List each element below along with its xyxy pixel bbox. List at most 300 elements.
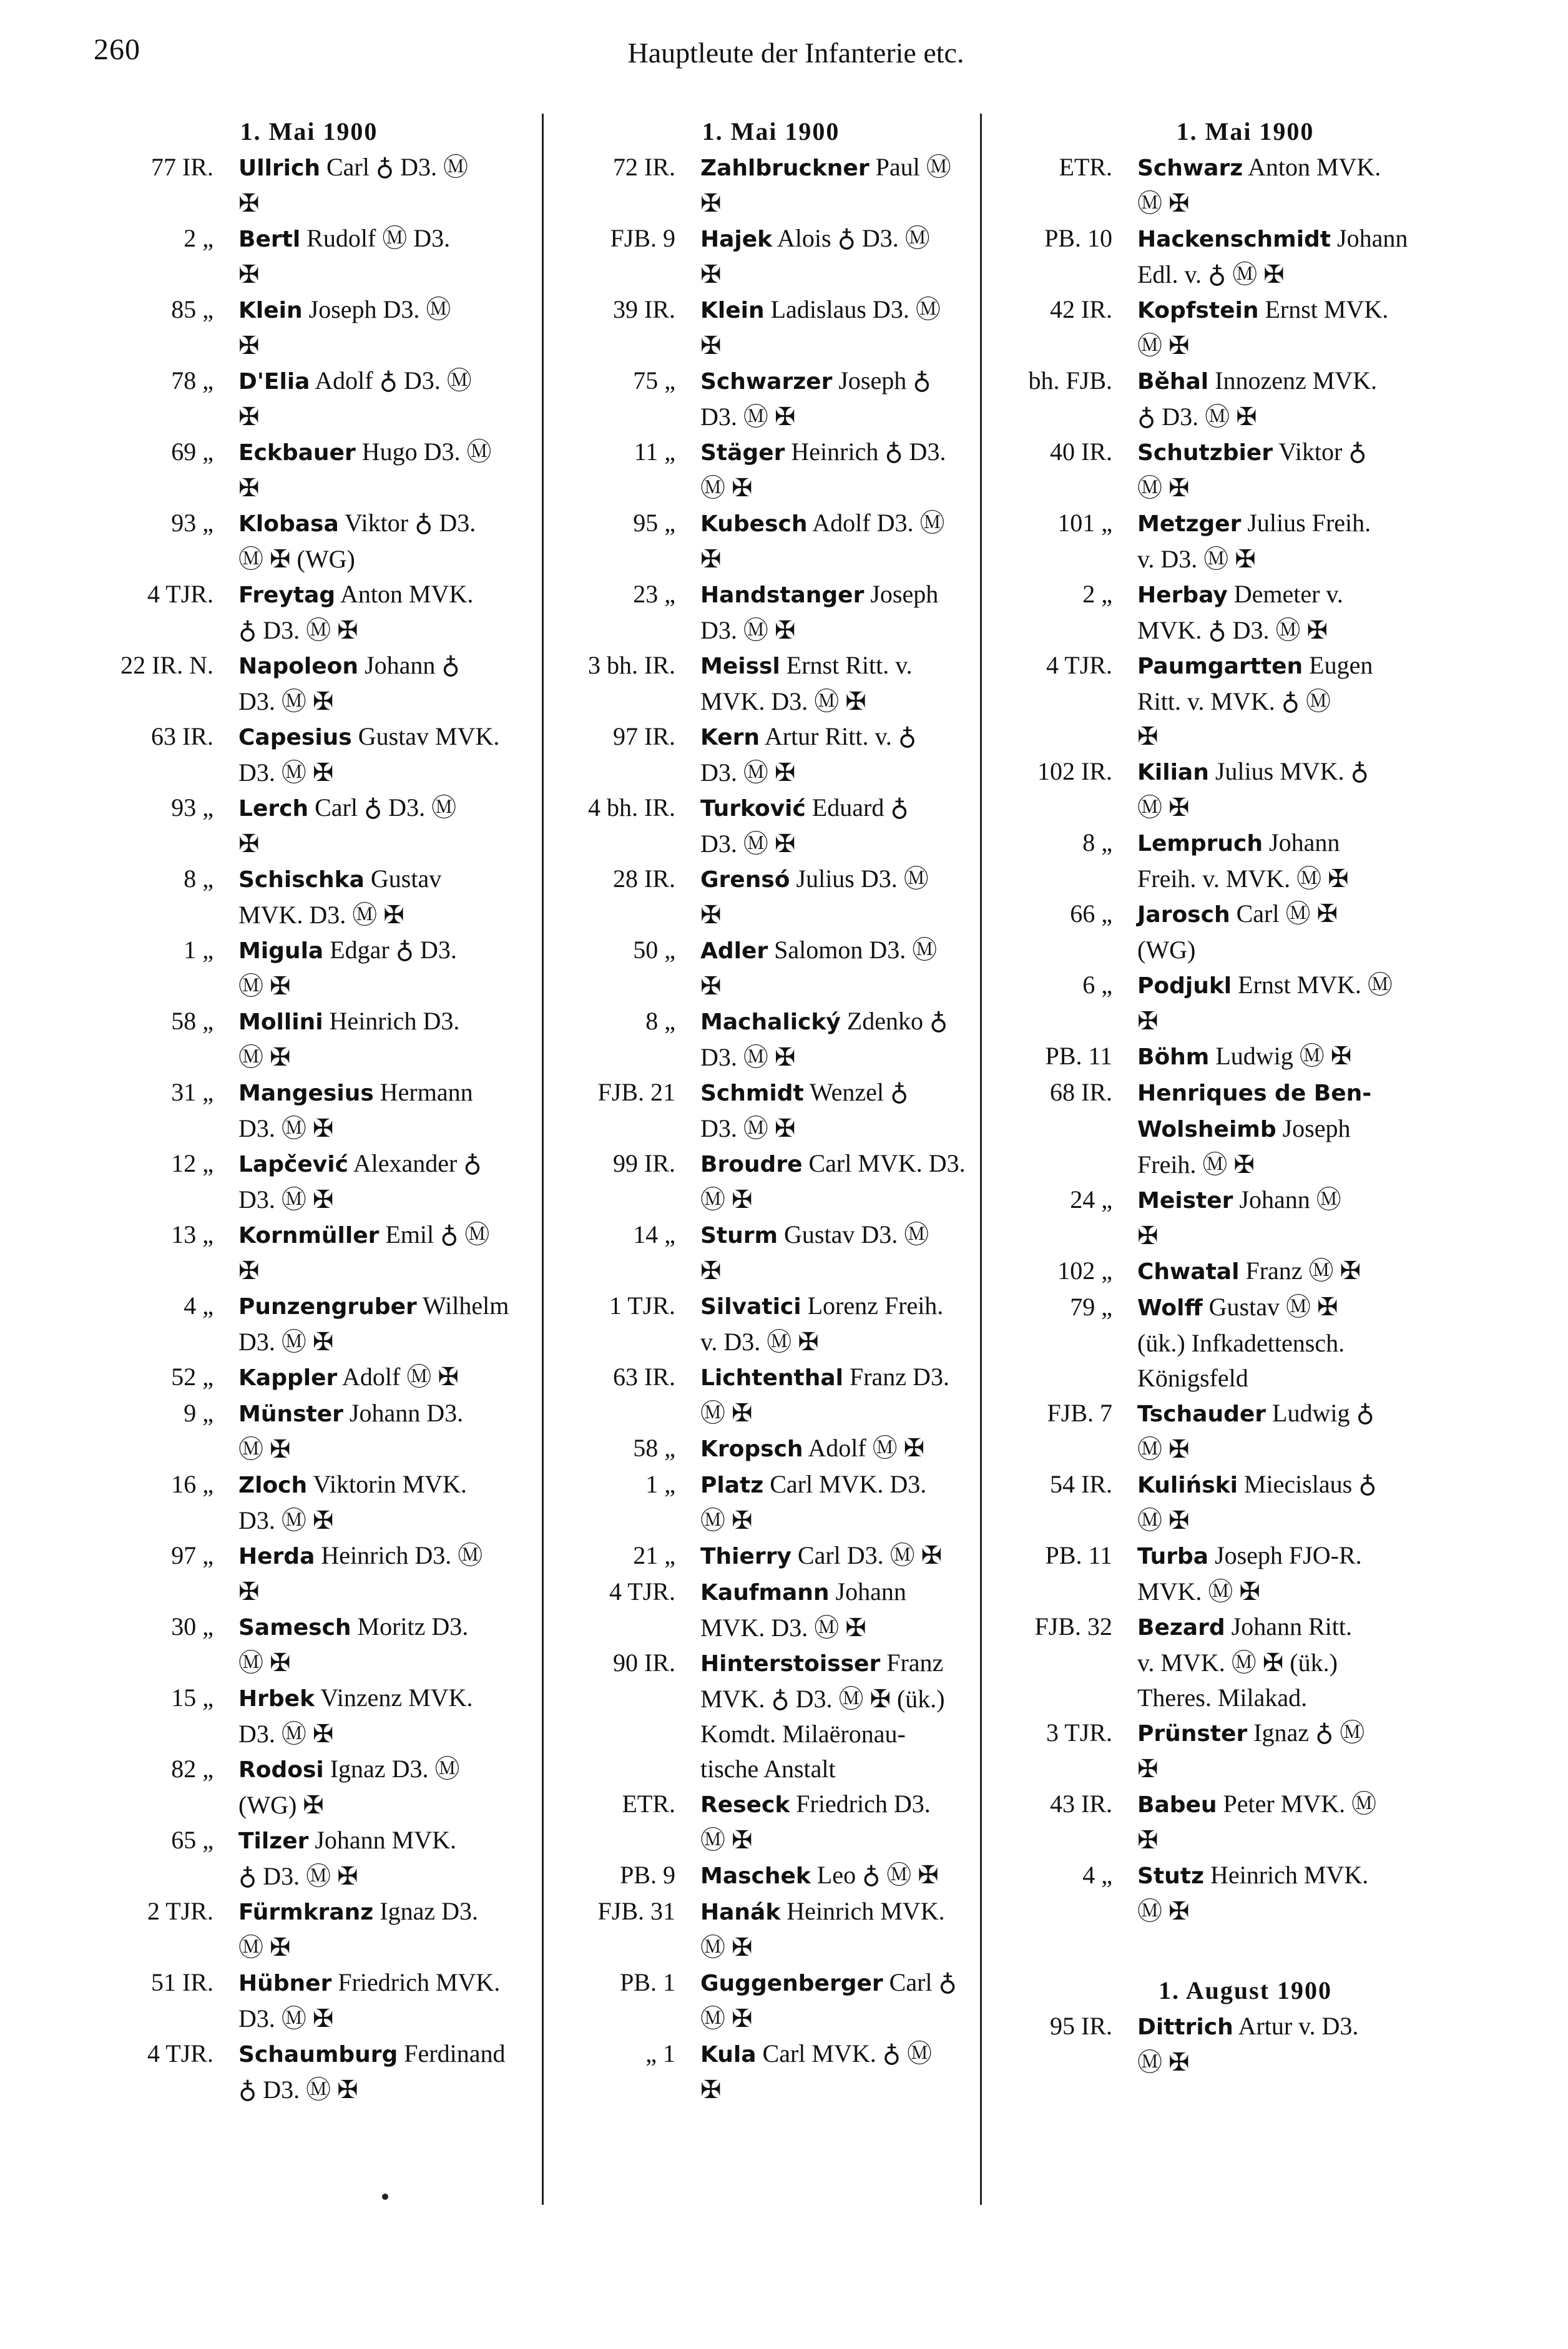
unit-number: FJB. 9 bbox=[610, 224, 675, 252]
ink-dot bbox=[382, 2194, 388, 2200]
entry-text bbox=[238, 1217, 524, 1288]
unit-number: 79 „ bbox=[1070, 1293, 1112, 1321]
officer-entry bbox=[94, 1146, 524, 1217]
entry-details: Gustav MVK. D3. Ⓜ ✠ bbox=[238, 865, 442, 929]
surname: Hinterstoisser bbox=[700, 1651, 881, 1677]
section-heading: 1. Mai 1900 bbox=[702, 117, 840, 145]
surname: Klein bbox=[700, 298, 765, 323]
entry-text bbox=[700, 363, 986, 434]
entry-details: Innozenz MVK. ♁ D3. Ⓜ ✠ bbox=[1137, 366, 1378, 431]
officer-entry bbox=[556, 719, 986, 790]
entry-details: Carl MVK. D3. Ⓜ ✠ bbox=[700, 1470, 927, 1534]
officer-entry bbox=[94, 577, 524, 648]
officer-entry bbox=[556, 933, 986, 1004]
surname: Schutzbier bbox=[1137, 440, 1273, 466]
officer-entry bbox=[556, 1538, 986, 1574]
officer-entry bbox=[992, 292, 1498, 363]
surname: Thierry bbox=[700, 1544, 791, 1569]
surname: Punzengruber bbox=[238, 1294, 417, 1320]
unit-number: 3 bh. IR. bbox=[588, 651, 675, 679]
entry-text bbox=[238, 363, 524, 434]
entry-details: Carl MVK. ♁ Ⓜ ✠ bbox=[700, 2039, 932, 2104]
unit-number: 54 IR. bbox=[1050, 1470, 1112, 1498]
entry-text bbox=[700, 1288, 986, 1360]
entry-text bbox=[700, 1217, 986, 1288]
surname: Dittrich bbox=[1137, 2014, 1233, 2040]
entry-details: Hugo D3. Ⓜ ✠ bbox=[238, 438, 492, 502]
officer-entry bbox=[556, 1574, 986, 1645]
unit-number: 13 „ bbox=[171, 1220, 213, 1248]
entry-details: Joseph FJO-R. MVK. Ⓜ ✠ bbox=[1137, 1541, 1362, 1606]
officer-entry bbox=[556, 1965, 986, 2036]
entry-details: Johann Ritt. v. MVK. Ⓜ ✠ (ük.) Theres. Milakad. bbox=[1137, 1612, 1352, 1712]
page-number: 260 bbox=[94, 33, 140, 66]
entry-text bbox=[700, 1787, 986, 1858]
entry-details: Ferdinand ♁ D3. Ⓜ ✠ bbox=[238, 2039, 506, 2104]
unit-number: 102 IR. bbox=[1037, 757, 1112, 785]
surname: Kornmüller bbox=[238, 1223, 380, 1248]
surname: Kern bbox=[700, 725, 760, 750]
entry-details: Gustav Ⓜ ✠ (ük.) Infkadettensch. Königsfeld bbox=[1137, 1293, 1345, 1392]
entry-details: Rudolf Ⓜ D3. ✠ bbox=[238, 224, 451, 288]
officer-entry bbox=[556, 363, 986, 434]
unit-number: 1 TJR. bbox=[609, 1292, 675, 1320]
officer-entry bbox=[556, 1894, 986, 1965]
unit-number: PB. 1 bbox=[620, 1968, 675, 1996]
officer-entry bbox=[94, 1823, 524, 1894]
surname: Kuliński bbox=[1137, 1473, 1238, 1498]
entry-text bbox=[1137, 648, 1498, 754]
unit-number: 2 „ bbox=[1082, 580, 1112, 608]
entry-text bbox=[1137, 221, 1498, 292]
entry-details: Eduard ♁ D3. Ⓜ ✠ bbox=[700, 793, 909, 858]
entry-details: Peter MVK. Ⓜ ✠ bbox=[1137, 1790, 1377, 1854]
entry-details: Carl D3. Ⓜ ✠ bbox=[791, 1541, 943, 1569]
unit-number: „ 1 bbox=[645, 2039, 675, 2067]
unit-number: 58 „ bbox=[633, 1434, 675, 1462]
unit-number: ETR. bbox=[622, 1790, 675, 1818]
entry-text bbox=[1137, 292, 1498, 363]
unit-number: PB. 9 bbox=[620, 1861, 675, 1889]
officer-entry bbox=[556, 150, 986, 221]
entry-text bbox=[700, 221, 986, 292]
entry-details: Heinrich D3. Ⓜ ✠ bbox=[238, 1007, 460, 1071]
column-middle bbox=[556, 114, 986, 2224]
surname: Schischka bbox=[238, 867, 365, 893]
officer-entry bbox=[992, 754, 1498, 825]
surname: Jarosch bbox=[1137, 902, 1230, 928]
entry-text bbox=[700, 2036, 986, 2107]
entry-details: Carl ♁ D3. Ⓜ ✠ bbox=[238, 793, 457, 858]
entry-details: Johann D3. Ⓜ ✠ bbox=[238, 1399, 464, 1463]
entry-details: Artur v. D3. Ⓜ ✠ bbox=[1137, 2012, 1359, 2076]
entry-details: Eugen Ritt. v. MVK. ♁ Ⓜ ✠ bbox=[1137, 651, 1373, 750]
unit-number: FJB. 21 bbox=[597, 1078, 675, 1106]
entry-text bbox=[1137, 896, 1498, 968]
unit-number: 4 TJR. bbox=[147, 580, 213, 608]
unit-number: FJB. 32 bbox=[1034, 1612, 1112, 1640]
surname: Stäger bbox=[700, 440, 785, 466]
section-heading: 1. Mai 1900 bbox=[240, 117, 378, 145]
unit-number: 11 „ bbox=[634, 438, 675, 466]
unit-number: 65 „ bbox=[171, 1826, 213, 1854]
unit-number: 68 IR. bbox=[1050, 1078, 1112, 1106]
officer-entry bbox=[556, 861, 986, 933]
entry-details: Carl Ⓜ ✠ (WG) bbox=[1137, 900, 1338, 964]
entry-details: Demeter v. MVK. ♁ D3. Ⓜ ✠ bbox=[1137, 580, 1343, 644]
entry-text bbox=[1137, 506, 1498, 577]
entry-text bbox=[1137, 1396, 1498, 1467]
entry-text bbox=[700, 506, 986, 577]
unit-number: FJB. 31 bbox=[597, 1897, 675, 1925]
entry-details: Johann Ⓜ ✠ bbox=[1137, 1185, 1341, 1250]
entry-details: Ernst MVK. Ⓜ ✠ bbox=[1137, 971, 1393, 1035]
unit-number: 93 „ bbox=[171, 509, 213, 537]
entry-details: Leo ♁ Ⓜ ✠ bbox=[810, 1861, 939, 1889]
entry-details: Friedrich D3. Ⓜ ✠ bbox=[700, 1790, 931, 1854]
officer-entry bbox=[94, 150, 524, 221]
entry-text bbox=[238, 150, 524, 221]
unit-number: 69 „ bbox=[171, 438, 213, 466]
entry-text bbox=[238, 1004, 524, 1075]
unit-number: 52 „ bbox=[171, 1363, 213, 1391]
officer-entry bbox=[992, 2009, 1498, 2080]
officer-entry bbox=[94, 1965, 524, 2036]
unit-number: 4 TJR. bbox=[147, 2039, 213, 2067]
officer-entry bbox=[992, 1039, 1498, 1075]
entry-details: Ludwig Ⓜ ✠ bbox=[1209, 1042, 1352, 1070]
unit-number: 23 „ bbox=[633, 580, 675, 608]
surname: Klobasa bbox=[238, 511, 339, 537]
officer-entry bbox=[992, 968, 1498, 1039]
entry-text bbox=[1137, 577, 1498, 648]
surname: Chwatal bbox=[1137, 1259, 1240, 1285]
unit-number: 93 „ bbox=[171, 793, 213, 821]
entry-text bbox=[700, 150, 986, 221]
surname: Wolff bbox=[1137, 1295, 1203, 1321]
entry-details: Adolf ♁ D3. Ⓜ ✠ bbox=[238, 366, 472, 431]
entry-details: Edgar ♁ D3. Ⓜ ✠ bbox=[238, 936, 457, 1000]
surname: Turba bbox=[1137, 1544, 1209, 1569]
unit-number: 97 IR. bbox=[613, 722, 675, 750]
unit-number: 8 „ bbox=[645, 1007, 675, 1035]
entry-text bbox=[700, 1858, 986, 1894]
surname: Rodosi bbox=[238, 1757, 324, 1783]
officer-entry bbox=[992, 1858, 1498, 1929]
surname: Kappler bbox=[238, 1365, 338, 1391]
surname: Kula bbox=[700, 2042, 757, 2067]
unit-number: 3 TJR. bbox=[1046, 1719, 1112, 1747]
surname: Handstanger bbox=[700, 582, 865, 608]
unit-number: 4 TJR. bbox=[609, 1577, 675, 1606]
entry-details: Julius Freih. v. D3. Ⓜ ✠ bbox=[1137, 509, 1371, 573]
unit-number: 4 bh. IR. bbox=[588, 793, 675, 821]
surname: Meister bbox=[1137, 1188, 1233, 1214]
entry-text bbox=[238, 292, 524, 363]
entry-text bbox=[1137, 968, 1498, 1039]
entry-details: Wilhelm D3. Ⓜ ✠ bbox=[238, 1292, 509, 1356]
officer-entry bbox=[992, 221, 1498, 292]
surname: D'Elia bbox=[238, 369, 310, 395]
officer-entry bbox=[94, 1360, 524, 1396]
unit-number: PB. 10 bbox=[1044, 224, 1112, 252]
entry-text bbox=[238, 933, 524, 1004]
surname: Bezard bbox=[1137, 1615, 1225, 1640]
unit-number: 58 „ bbox=[171, 1007, 213, 1035]
entry-details: Vinzenz MVK. D3. Ⓜ ✠ bbox=[238, 1684, 473, 1748]
officer-entry bbox=[556, 648, 986, 719]
unit-number: 102 „ bbox=[1057, 1257, 1112, 1285]
officer-entry bbox=[992, 506, 1498, 577]
unit-number: ETR. bbox=[1059, 153, 1112, 181]
entry-text bbox=[700, 1360, 986, 1431]
entry-text bbox=[1137, 434, 1498, 506]
entry-text bbox=[238, 1894, 524, 1965]
unit-number: 90 IR. bbox=[613, 1649, 675, 1677]
surname: Lichtenthal bbox=[700, 1365, 843, 1391]
entry-text bbox=[1137, 1290, 1498, 1396]
surname: Hajek bbox=[700, 227, 773, 252]
unit-number: 6 „ bbox=[1082, 971, 1112, 999]
entry-details: Anton MVK. Ⓜ ✠ bbox=[1137, 153, 1381, 217]
entry-details: Ignaz D3. Ⓜ ✠ bbox=[238, 1897, 478, 1961]
entry-text bbox=[700, 1894, 986, 1965]
surname: Turković bbox=[700, 796, 806, 821]
officer-entry bbox=[556, 577, 986, 648]
unit-number: 43 IR. bbox=[1050, 1790, 1112, 1818]
officer-entry bbox=[556, 1431, 986, 1467]
entry-text bbox=[700, 933, 986, 1004]
surname: Reseck bbox=[700, 1792, 790, 1818]
unit-number: 101 „ bbox=[1057, 509, 1112, 537]
entry-text bbox=[238, 506, 524, 577]
unit-number: PB. 11 bbox=[1045, 1541, 1112, 1569]
officer-entry bbox=[556, 1288, 986, 1360]
entry-details: Heinrich MVK. Ⓜ ✠ bbox=[1137, 1861, 1369, 1925]
entry-text bbox=[1137, 1467, 1498, 1538]
surname: Ullrich bbox=[238, 155, 320, 181]
running-head: Hauptleute der Infanterie etc. bbox=[627, 37, 964, 69]
entry-details: Viktor ♁ Ⓜ ✠ bbox=[1137, 438, 1367, 502]
surname: Hanák bbox=[700, 1900, 781, 1925]
surname: Herda bbox=[238, 1544, 315, 1569]
entry-text bbox=[700, 1574, 986, 1645]
officer-entry bbox=[992, 1182, 1498, 1253]
surname: Freytag bbox=[238, 582, 336, 608]
unit-number: 51 IR. bbox=[151, 1968, 213, 1996]
entry-text bbox=[700, 1431, 986, 1467]
officer-entry bbox=[94, 221, 524, 292]
officer-entry bbox=[556, 1787, 986, 1858]
unit-number: 30 „ bbox=[171, 1612, 213, 1640]
entry-details: Wenzel ♁ D3. Ⓜ ✠ bbox=[700, 1078, 909, 1142]
unit-number: 16 „ bbox=[171, 1470, 213, 1498]
entry-text bbox=[700, 1538, 986, 1574]
entry-details: Viktor ♁ D3. Ⓜ ✠ (WG) bbox=[238, 509, 476, 573]
surname: Prünster bbox=[1137, 1721, 1248, 1747]
surname: Kaufmann bbox=[700, 1580, 830, 1606]
entry-text bbox=[1137, 1253, 1498, 1290]
surname: Podjukl bbox=[1137, 973, 1232, 999]
surname: Schwarz bbox=[1137, 155, 1243, 181]
section-heading: 1. August 1900 bbox=[1158, 1976, 1333, 2004]
surname: Hackenschmidt bbox=[1137, 227, 1331, 252]
surname: Kopfstein bbox=[1137, 298, 1259, 323]
officer-entry bbox=[94, 933, 524, 1004]
surname: Grensó bbox=[700, 867, 790, 893]
entry-details: Paul Ⓜ ✠ bbox=[700, 153, 951, 217]
officer-entry bbox=[94, 434, 524, 506]
surname: Kubesch bbox=[700, 511, 808, 537]
entry-text bbox=[238, 1680, 524, 1752]
entry-details: Lorenz Freih. v. D3. Ⓜ ✠ bbox=[700, 1292, 944, 1356]
section-heading: 1. Mai 1900 bbox=[1176, 117, 1315, 145]
unit-number: 4 „ bbox=[1082, 1861, 1112, 1889]
officer-entry bbox=[992, 363, 1498, 434]
officer-entry bbox=[992, 1253, 1498, 1290]
officer-entry bbox=[992, 1538, 1498, 1609]
entry-details: Ignaz D3. Ⓜ (WG) ✠ bbox=[238, 1755, 460, 1819]
officer-entry bbox=[94, 1609, 524, 1680]
officer-entry bbox=[94, 1288, 524, 1360]
entry-details: Carl ♁ Ⓜ ✠ bbox=[700, 1968, 957, 2033]
entry-text bbox=[700, 861, 986, 933]
officer-entry bbox=[556, 1146, 986, 1217]
unit-number: 1 „ bbox=[645, 1470, 675, 1498]
entry-details: Alexander ♁ D3. Ⓜ ✠ bbox=[238, 1149, 482, 1214]
entry-details: Julius MVK. ♁ Ⓜ ✠ bbox=[1137, 757, 1369, 821]
officer-entry bbox=[556, 292, 986, 363]
unit-number: 75 „ bbox=[633, 366, 675, 395]
entry-details: Ignaz ♁ Ⓜ ✠ bbox=[1137, 1719, 1365, 1783]
entry-text bbox=[238, 1823, 524, 1894]
entry-text bbox=[700, 648, 986, 719]
entry-text bbox=[238, 2036, 524, 2107]
surname: Silvatici bbox=[700, 1294, 801, 1320]
entry-details: Moritz D3. Ⓜ ✠ bbox=[238, 1612, 469, 1677]
columns bbox=[94, 114, 1498, 2224]
officer-entry bbox=[992, 825, 1498, 896]
entry-text bbox=[700, 790, 986, 861]
entry-details: Gustav MVK. D3. Ⓜ ✠ bbox=[238, 722, 500, 787]
officer-entry bbox=[992, 1715, 1498, 1787]
officer-entry bbox=[556, 434, 986, 506]
entry-text bbox=[1137, 1075, 1498, 1182]
entry-details: Ernst MVK. Ⓜ ✠ bbox=[1137, 295, 1389, 360]
unit-number: 95 IR. bbox=[1050, 2012, 1112, 2040]
entry-text bbox=[238, 1075, 524, 1146]
officer-entry bbox=[94, 1075, 524, 1146]
officer-entry bbox=[556, 221, 986, 292]
entry-details: Ladislaus D3. Ⓜ ✠ bbox=[700, 295, 941, 360]
surname: Herbay bbox=[1137, 582, 1228, 608]
officer-entry bbox=[992, 648, 1498, 754]
surname: Platz bbox=[700, 1473, 764, 1498]
officer-entry bbox=[94, 1217, 524, 1288]
entry-text bbox=[1137, 1609, 1498, 1715]
unit-number: 8 „ bbox=[184, 865, 213, 893]
officer-entry bbox=[992, 1290, 1498, 1396]
entry-details: Heinrich MVK. Ⓜ ✠ bbox=[700, 1897, 945, 1961]
officer-entry bbox=[556, 1217, 986, 1288]
entry-details: Johann ♁ D3. Ⓜ ✠ bbox=[238, 651, 460, 715]
surname: Mollini bbox=[238, 1009, 323, 1035]
surname: Paumgartten bbox=[1137, 654, 1303, 679]
entry-text bbox=[1137, 1787, 1498, 1858]
surname: Meissl bbox=[700, 654, 780, 679]
entry-details: Ludwig ♁ Ⓜ ✠ bbox=[1137, 1399, 1374, 1463]
officer-entry bbox=[992, 896, 1498, 968]
entry-text bbox=[238, 790, 524, 861]
entry-text bbox=[238, 1146, 524, 1217]
officer-entry bbox=[992, 1396, 1498, 1467]
entry-details: Julius D3. Ⓜ ✠ bbox=[700, 865, 929, 929]
entry-details: Joseph D3. Ⓜ ✠ bbox=[238, 295, 451, 360]
unit-number: 66 „ bbox=[1070, 900, 1112, 928]
surname: Münster bbox=[238, 1401, 343, 1427]
surname: Fürmkranz bbox=[238, 1900, 374, 1925]
unit-number: 24 „ bbox=[1070, 1185, 1112, 1214]
surname: Běhal bbox=[1137, 369, 1209, 395]
entry-details: Hermann D3. Ⓜ ✠ bbox=[238, 1078, 473, 1142]
entry-text bbox=[238, 1396, 524, 1467]
surname: Guggenberger bbox=[700, 1971, 883, 1996]
officer-entry bbox=[992, 1787, 1498, 1858]
officer-entry bbox=[992, 577, 1498, 648]
entry-text bbox=[700, 1004, 986, 1075]
officer-entry bbox=[556, 1075, 986, 1146]
surname: Bertl bbox=[238, 227, 301, 252]
entry-text bbox=[238, 1965, 524, 2036]
entry-text bbox=[238, 1467, 524, 1538]
entry-details: Carl MVK. D3. Ⓜ ✠ bbox=[700, 1149, 966, 1214]
entry-text bbox=[1137, 1858, 1498, 1929]
unit-number: 39 IR. bbox=[613, 295, 675, 323]
entry-text bbox=[700, 434, 986, 506]
entry-text bbox=[238, 1360, 524, 1396]
unit-number: 31 „ bbox=[171, 1078, 213, 1106]
officer-entry bbox=[992, 1609, 1498, 1715]
officer-entry bbox=[94, 1752, 524, 1823]
surname: Babeu bbox=[1137, 1792, 1217, 1818]
entry-text bbox=[1137, 2009, 1498, 2080]
entry-text bbox=[700, 1075, 986, 1146]
entry-details: Alois ♁ D3. Ⓜ ✠ bbox=[700, 224, 930, 288]
unit-number: 40 IR. bbox=[1050, 438, 1112, 466]
surname: Zahlbruckner bbox=[700, 155, 870, 181]
entry-details: Heinrich ♁ D3. Ⓜ ✠ bbox=[700, 438, 946, 502]
surname: Maschek bbox=[700, 1863, 811, 1889]
entry-text bbox=[1137, 1538, 1498, 1609]
entry-details: Franz D3. Ⓜ ✠ bbox=[700, 1363, 949, 1427]
officer-entry bbox=[94, 1538, 524, 1609]
officer-entry bbox=[94, 1004, 524, 1075]
entry-text bbox=[700, 1645, 986, 1787]
unit-number: 14 „ bbox=[633, 1220, 675, 1248]
entry-text bbox=[1137, 150, 1498, 221]
column-right bbox=[992, 114, 1498, 2224]
officer-entry bbox=[556, 506, 986, 577]
entry-details: Ernst Ritt. v. MVK. D3. Ⓜ ✠ bbox=[700, 651, 913, 715]
entry-text bbox=[700, 1965, 986, 2036]
surname: Henriques de Ben- Wolsheimb bbox=[1137, 1081, 1372, 1142]
entry-details: Adolf Ⓜ ✠ bbox=[803, 1434, 925, 1462]
entry-text bbox=[1137, 1039, 1498, 1075]
surname: Kropsch bbox=[700, 1436, 803, 1462]
entry-text bbox=[1137, 825, 1498, 896]
surname: Capesius bbox=[238, 725, 352, 750]
unit-number: 78 „ bbox=[171, 366, 213, 395]
